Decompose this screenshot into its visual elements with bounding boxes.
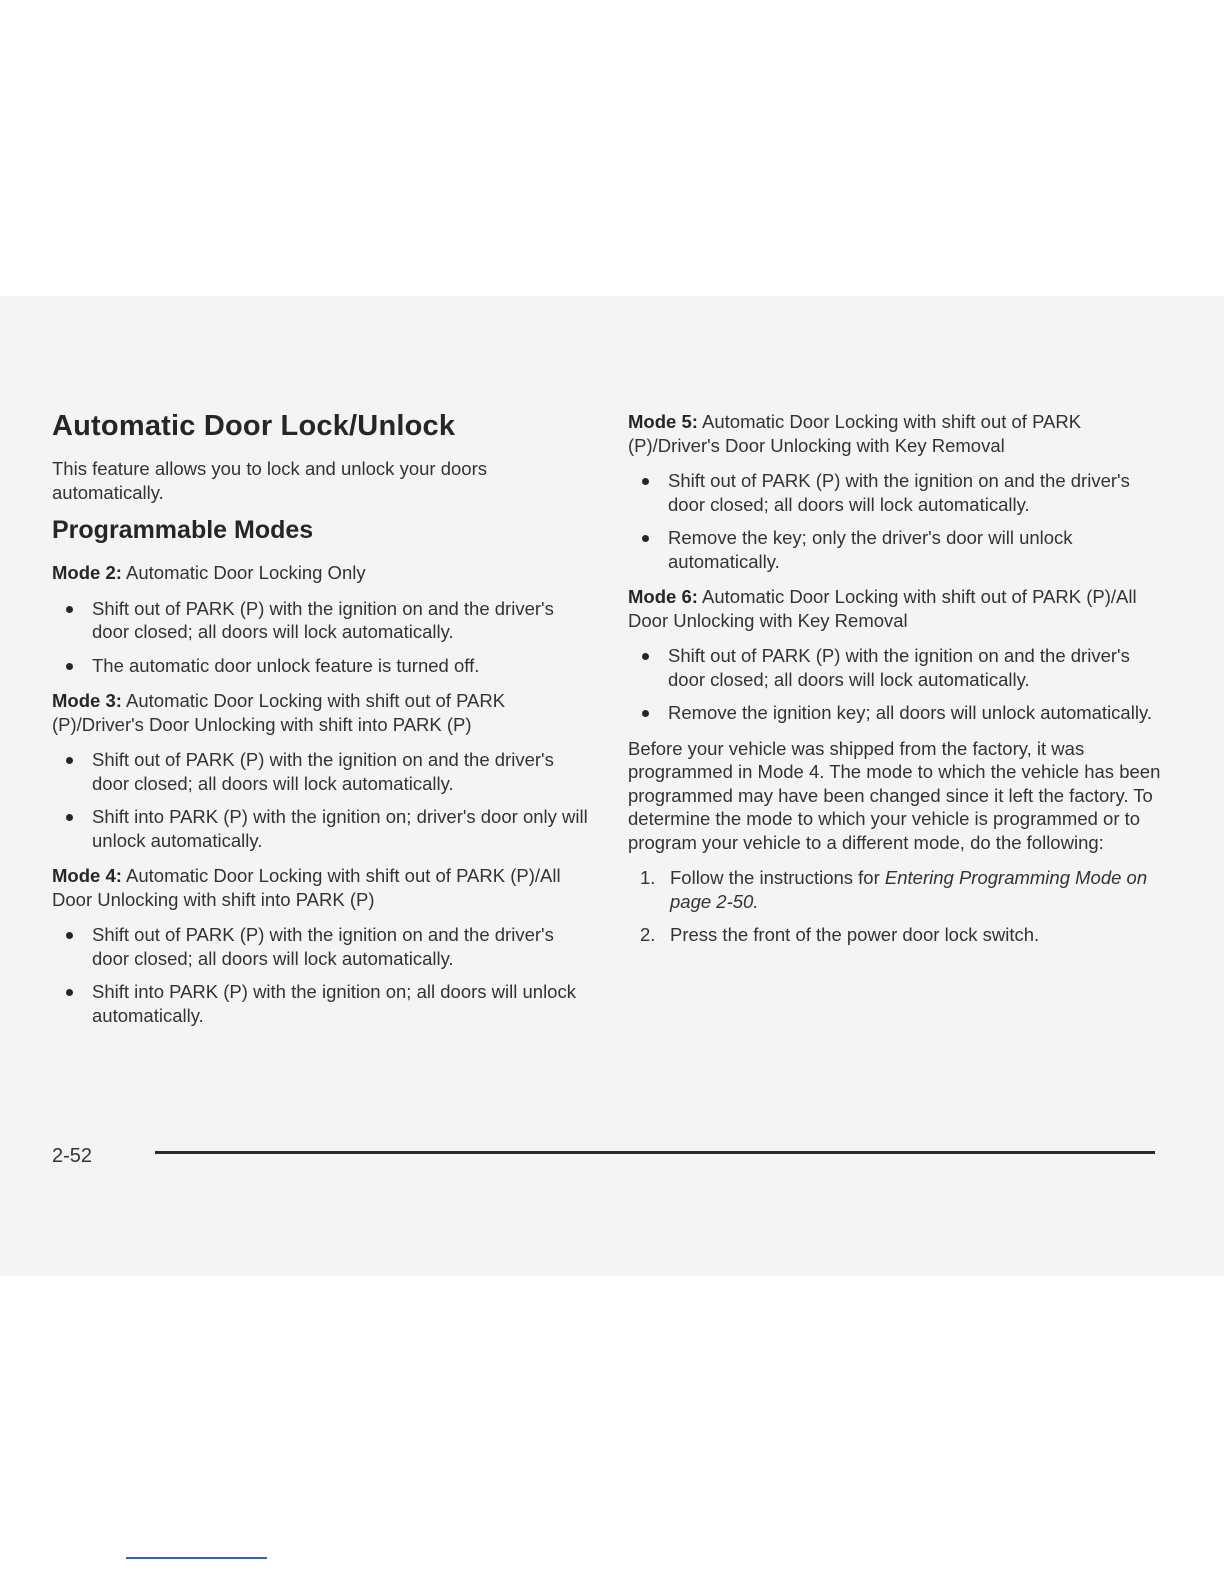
footer-divider <box>155 1151 1155 1154</box>
step-item <box>628 923 1168 947</box>
bullet-icon <box>642 535 649 542</box>
mode-2-label: Mode 2: <box>52 562 122 583</box>
mode-6-heading <box>628 585 1168 632</box>
mode-5-heading <box>628 410 1168 457</box>
page-reference-link[interactable]: Entering Programming Mode on page 2-50. <box>670 867 1148 912</box>
step-item <box>628 866 1168 913</box>
list-item: Shift out of PARK (P) with the ignition on and the driver's door closed; all doors will lock automatically. <box>52 597 592 644</box>
mode-2-text: Automatic Door Locking Only <box>126 562 366 583</box>
factory-paragraph: Before your vehicle was shipped from the factory, it was programmed in Mode 4. The mode to which the vehicle has been programmed may have been changed since it left the factory. To determine the mode to which your vehicle is programmed or to program your vehicle to a different mode, do the following: <box>628 737 1161 853</box>
bullet-icon <box>66 814 73 821</box>
steps-list <box>628 866 1168 947</box>
left-column <box>52 410 592 1039</box>
section-subtitle: Programmable Modes <box>52 516 314 544</box>
list-item: Remove the key; only the driver's door will unlock automatically. <box>628 526 1168 573</box>
step-text: Follow the instructions for <box>670 867 885 888</box>
page-number: 2-52 <box>52 1145 93 1167</box>
mode-3-list <box>52 748 592 852</box>
list-item: Shift out of PARK (P) with the ignition on and the driver's door closed; all doors will lock automatically. <box>628 644 1168 691</box>
mode-5-text: Automatic Door Locking with shift out of PARK (P)/Driver's Door Unlocking with Key Removal <box>628 411 1082 456</box>
bullet-icon <box>642 653 649 660</box>
mode-2-heading <box>52 561 592 585</box>
mode-4-label: Mode 4: <box>52 865 122 886</box>
mode-4-text: Automatic Door Locking with shift out of PARK (P)/All Door Unlocking with shift into PARK (P) <box>52 865 561 910</box>
bullet-icon <box>66 663 73 670</box>
bullet-icon <box>642 710 649 717</box>
list-item: Shift out of PARK (P) with the ignition on and the driver's door closed; all doors will lock automatically. <box>628 469 1168 516</box>
mode-6-label: Mode 6: <box>628 586 698 607</box>
step-number: 2. <box>640 924 656 945</box>
list-item: Remove the ignition key; all doors will unlock automatically. <box>628 701 1168 725</box>
mode-3-text: Automatic Door Locking with shift out of PARK (P)/Driver's Door Unlocking with shift into PARK (P) <box>52 690 506 735</box>
intro-paragraph: This feature allows you to lock and unlock your doors automatically. <box>52 458 487 503</box>
mode-5-label: Mode 5: <box>628 411 698 432</box>
list-item: The automatic door unlock feature is turned off. <box>52 654 592 678</box>
step-text: Press the front of the power door lock switch. <box>670 924 1040 945</box>
list-item: Shift into PARK (P) with the ignition on; driver's door only will unlock automatically. <box>52 805 592 852</box>
section-title: Automatic Door Lock/Unlock <box>52 410 456 442</box>
bullet-icon <box>66 606 73 613</box>
mode-4-list <box>52 923 592 1027</box>
mode-5-list <box>628 469 1168 573</box>
bullet-icon <box>66 989 73 996</box>
link-underline-divider <box>126 1557 267 1559</box>
list-item: Shift out of PARK (P) with the ignition on and the driver's door closed; all doors will lock automatically. <box>52 923 592 970</box>
list-item: Shift into PARK (P) with the ignition on; all doors will unlock automatically. <box>52 980 592 1027</box>
mode-3-label: Mode 3: <box>52 690 122 711</box>
mode-2-list <box>52 597 592 678</box>
list-item: Shift out of PARK (P) with the ignition on and the driver's door closed; all doors will lock automatically. <box>52 748 592 795</box>
mode-6-text: Automatic Door Locking with shift out of PARK (P)/All Door Unlocking with Key Removal <box>628 586 1137 631</box>
right-column <box>628 410 1168 957</box>
step-number: 1. <box>640 867 656 888</box>
bullet-icon <box>642 478 649 485</box>
mode-3-heading <box>52 689 592 736</box>
mode-4-heading <box>52 864 592 911</box>
mode-6-list <box>628 644 1168 725</box>
bullet-icon <box>66 932 73 939</box>
bullet-icon <box>66 757 73 764</box>
